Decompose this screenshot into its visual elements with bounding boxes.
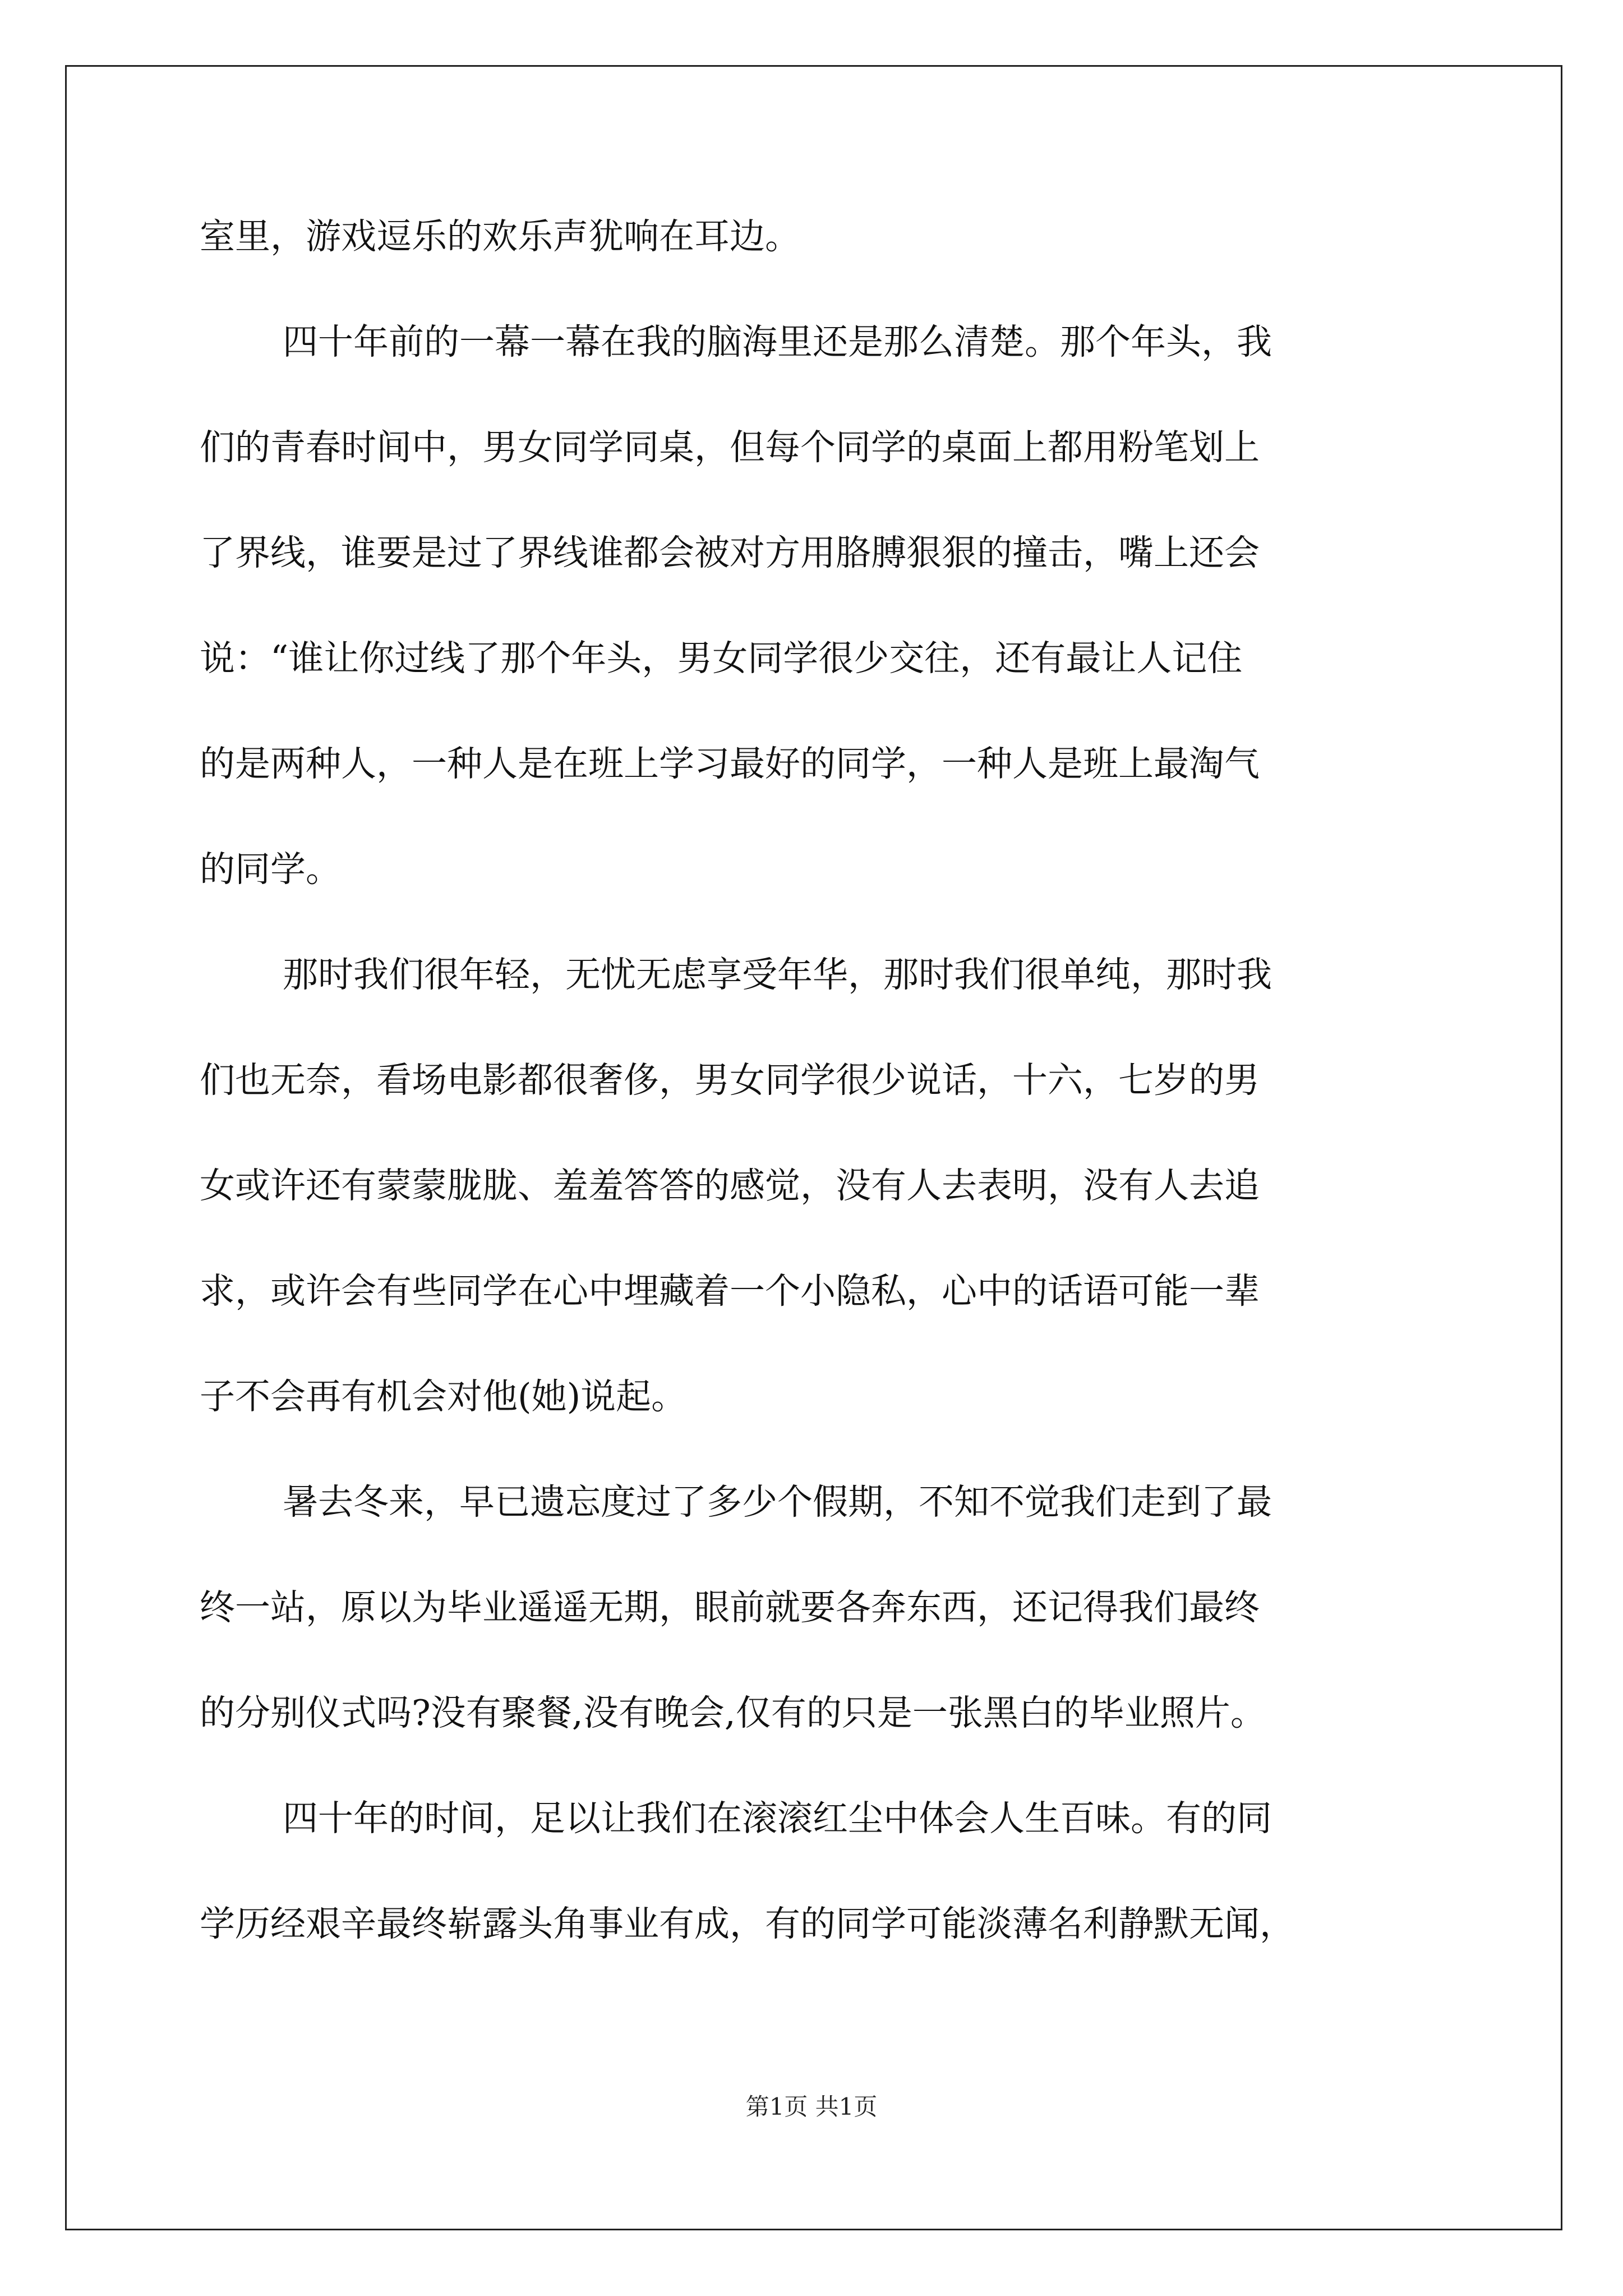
text-line: 了界线，谁要是过了界线谁都会被对方用胳膊狠狠的撞击，嘴上还会 (200, 532, 1260, 573)
text-line: 学历经艰辛最终崭露头角事业有成，有的同学可能淡薄名利静默无闻， (200, 1903, 1295, 1944)
text-line: 子不会再有机会对他(她)说起。 (200, 1376, 687, 1417)
text-line: 的分别仪式吗?没有聚餐,没有晚会,仅有的只是一张黑白的毕业照片。 (200, 1692, 1266, 1733)
page-number-footer: 第1页 共1页 (745, 2093, 878, 2120)
text-line: 求，或许会有些同学在心中埋藏着一个小隐私，心中的话语可能一辈 (200, 1271, 1260, 1312)
text-line: 的是两种人，一种人是在班上学习最好的同学，一种人是班上最淘气 (200, 743, 1260, 784)
text-line: 四十年的时间，足以让我们在滚滚红尘中体会人生百味。有的同 (283, 1798, 1272, 1839)
text-line: 们也无奈，看场电影都很奢侈，男女同学很少说话，十六，七岁的男 (200, 1060, 1260, 1101)
text-line: 女或许还有蒙蒙胧胧、羞羞答答的感觉，没有人去表明，没有人去追 (200, 1165, 1260, 1206)
text-line: 室里，游戏逗乐的欢乐声犹响在耳边。 (200, 216, 800, 257)
text-line: 的同学。 (200, 849, 341, 890)
text-line: 四十年前的一幕一幕在我的脑海里还是那么清楚。那个年头，我 (283, 321, 1272, 362)
text-line: 暑去冬来，早已遗忘度过了多少个假期，不知不觉我们走到了最 (283, 1481, 1272, 1522)
text-line: 那时我们很年轻，无忧无虑享受年华，那时我们很单纯，那时我 (283, 954, 1272, 995)
text-line: 们的青春时间中，男女同学同桌，但每个同学的桌面上都用粉笔划上 (200, 427, 1260, 468)
text-line: 说：“谁让你过线了那个年头，男女同学很少交往，还有最让人记住 (200, 638, 1243, 679)
text-line: 终一站，原以为毕业遥遥无期，眼前就要各奔东西，还记得我们最终 (200, 1587, 1260, 1628)
